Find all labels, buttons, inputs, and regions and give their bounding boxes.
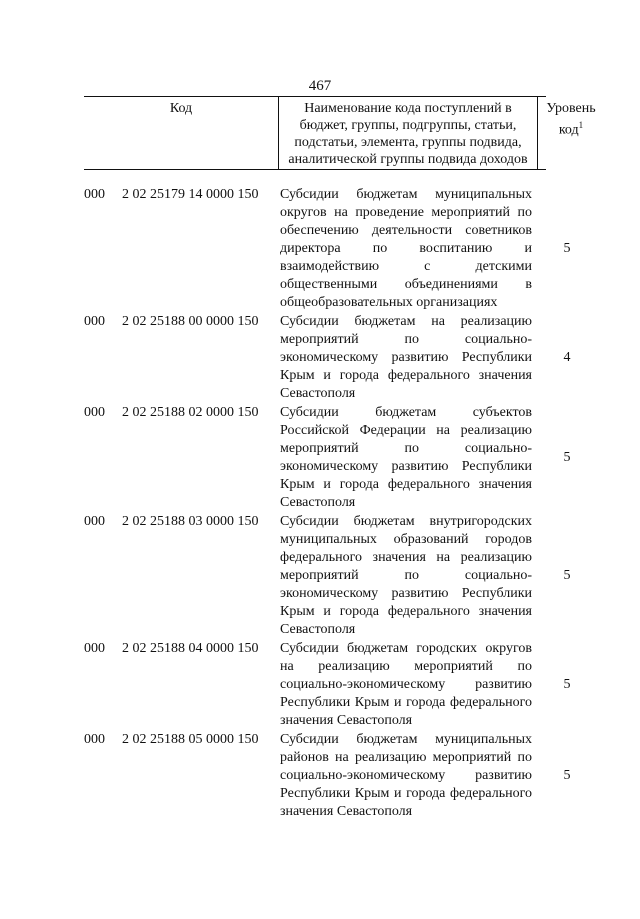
level-cell: 5	[563, 568, 571, 583]
level-cell: 5	[563, 450, 571, 465]
code-cell: 2 02 25188 00 0000 150	[122, 314, 259, 329]
group-cell: 000	[84, 405, 105, 420]
group-cell: 000	[84, 314, 105, 329]
name-cell: Субсидии бюджетам муниципальных округов на проведение мероприятий по обеспечению деятельности советников директора по воспитанию и взаимодействию с детскими общественными объединениями в общеобразовательных организациях	[280, 187, 532, 310]
group-cell: 000	[84, 187, 105, 202]
level-cell: 5	[563, 241, 571, 256]
table-row	[84, 640, 604, 730]
table-row	[84, 186, 604, 312]
group-cell: 000	[84, 514, 105, 529]
level-cell: 5	[563, 677, 571, 692]
header-level-label: Уровень код	[546, 101, 596, 138]
level-cell: 5	[563, 768, 571, 783]
table-row	[84, 513, 604, 639]
table-row	[84, 731, 604, 821]
group-cell: 000	[84, 641, 105, 656]
header-level-footnote: 1	[578, 120, 584, 130]
name-cell: Субсидии бюджетам городских округов на реализацию мероприятий по социально-экономическому развитию Республики Крым и города федерального значения Севастополя	[280, 641, 532, 728]
table-row	[84, 313, 604, 403]
name-cell: Субсидии бюджетам субъектов Российской Федерации на реализацию мероприятий по социально-экономическому развитию Республики Крым и города федерального значения Севастополя	[280, 405, 532, 510]
header-code: Код	[169, 101, 193, 116]
code-cell: 2 02 25188 03 0000 150	[122, 514, 259, 529]
group-cell: 000	[84, 732, 105, 747]
code-cell: 2 02 25188 02 0000 150	[122, 405, 259, 420]
code-cell: 2 02 25179 14 0000 150	[122, 187, 259, 202]
code-cell: 2 02 25188 04 0000 150	[122, 641, 259, 656]
table-header	[84, 96, 596, 170]
table-row	[84, 404, 604, 512]
level-cell: 4	[563, 350, 571, 365]
page-number: 467	[308, 78, 332, 94]
name-cell: Субсидии бюджетам на реализацию мероприятий по социально-экономическому развитию Республики Крым и города федерального значения Севастополя	[280, 314, 532, 401]
header-name: Наименование кода поступлений в бюджет, группы, подгруппы, статьи, подстатьи, элемента, группы подвида, аналитической группы подвида доходов	[278, 97, 538, 169]
name-cell: Субсидии бюджетам муниципальных районов на реализацию мероприятий по социально-экономическому развитию Республики Крым и города федерального значения Севастополя	[280, 732, 532, 819]
code-cell: 2 02 25188 05 0000 150	[122, 732, 259, 747]
header-level	[538, 97, 604, 169]
table-body	[84, 186, 604, 821]
name-cell: Субсидии бюджетам внутригородских муниципальных образований городов федерального значения на реализацию мероприятий по социально-экономическому развитию Республики Крым и города федерального значения Севастополя	[280, 514, 532, 637]
